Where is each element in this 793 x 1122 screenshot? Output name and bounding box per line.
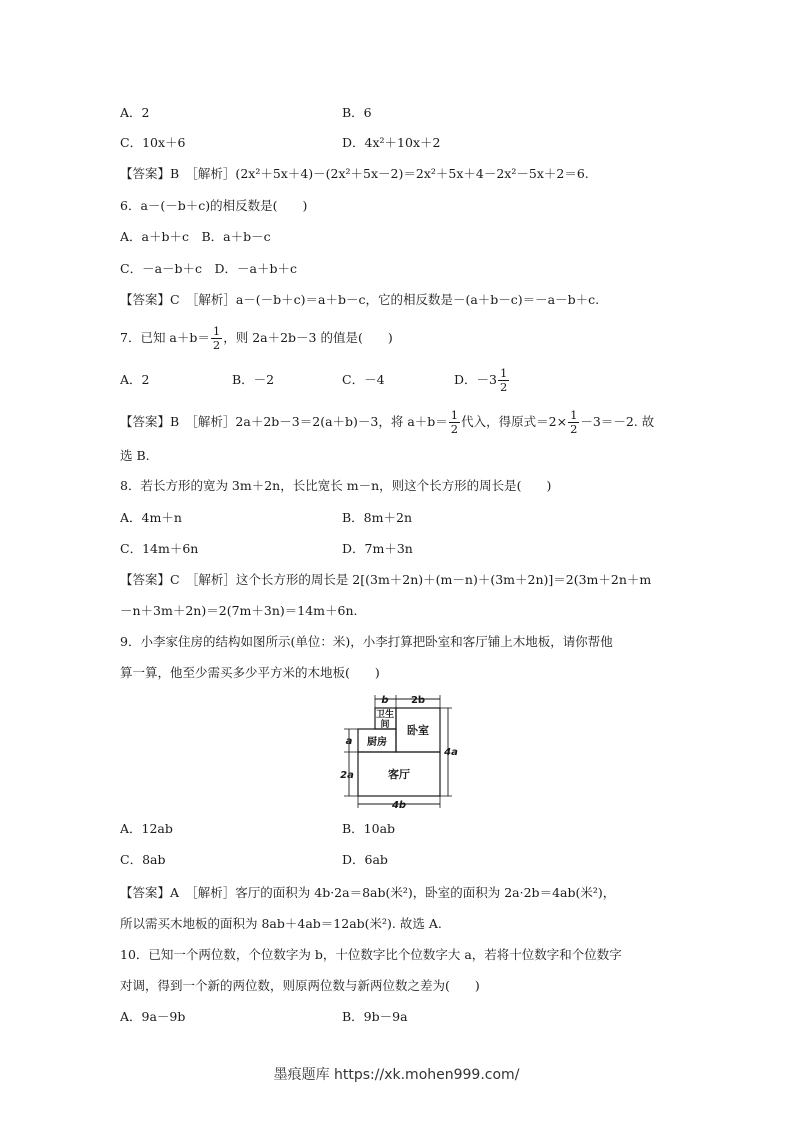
fig-label-2b: 2b bbox=[410, 695, 426, 706]
fig-label-4a: 4a bbox=[444, 747, 458, 758]
q10-stem-line2: 对调，得到一个新的两位数，则原两位数与新两位数之差为( ) bbox=[120, 978, 480, 993]
q10-option-a: A．9a－9b bbox=[120, 1009, 186, 1024]
q5-option-b: B．6 bbox=[342, 105, 372, 120]
q7-answer-line2: 选 B. bbox=[120, 448, 150, 463]
q8-option-c: C．14m＋6n bbox=[120, 541, 199, 556]
q7-fraction-den: 2 bbox=[212, 338, 221, 352]
q7-option-c: C．－4 bbox=[342, 372, 385, 387]
q6-options-cd: C．－a－b＋c D．－a＋b＋c bbox=[120, 261, 297, 276]
q8-options-row1 bbox=[120, 507, 412, 529]
q9-option-d: D．6ab bbox=[342, 852, 388, 867]
fig-label-4b: 4b bbox=[391, 800, 407, 811]
fig-label-2a: 2a bbox=[340, 770, 354, 781]
q5-answer: 【答案】B ［解析］(2x²＋5x＋4)－(2x²＋5x－2)＝2x²＋5x＋4－2x²－5x＋2＝6. bbox=[120, 166, 589, 181]
q8-options-row2 bbox=[120, 538, 413, 560]
q5-option-a: A．2 bbox=[120, 105, 150, 120]
q8-option-d: D．7m＋3n bbox=[342, 541, 413, 556]
fig-label-bathroom1: 卫生 bbox=[375, 710, 395, 720]
q6-stem: 6．a－(－b＋c)的相反数是( ) bbox=[120, 198, 308, 213]
q7-option-b: B．－2 bbox=[232, 372, 275, 387]
q9-answer-line1: 【答案】A ［解析］客厅的面积为 4b·2a＝8ab(米²)，卧室的面积为 2a·2b＝4ab(米²)， bbox=[120, 885, 616, 900]
q9-option-a: A．12ab bbox=[120, 821, 173, 836]
q9-option-c: C．8ab bbox=[120, 852, 166, 867]
fig-label-a: a bbox=[345, 736, 353, 747]
q5-options-row1 bbox=[120, 102, 372, 124]
q8-answer-line2: －n＋3m＋2n)＝2(7m＋3n)＝14m＋6n. bbox=[120, 603, 358, 618]
q6-options-ab: A．a＋b＋c B．a＋b－c bbox=[120, 229, 271, 244]
fig-label-living: 客厅 bbox=[388, 768, 410, 781]
fig-label-b: b bbox=[381, 695, 389, 706]
q7-fraction-num: 1 bbox=[212, 324, 221, 338]
q7-stem-post: ，则 2a＋2b－3 的值是( ) bbox=[223, 330, 393, 345]
q9-answer-line2: 所以需买木地板的面积为 8ab＋4ab＝12ab(米²). 故选 A. bbox=[120, 916, 442, 931]
page-footer-watermark: 墨痕题库 https://xk.mohen999.com/ bbox=[273, 1067, 520, 1083]
q9-options-row1 bbox=[120, 818, 396, 840]
q7-answer: 【答案】B ［解析］2a＋2b－3＝2(a＋b)－3，将 a＋b＝ $\frac{1}{2}$ 代入，得原式＝2× $\frac{1}{2}$ －3＝－2. 故 bbox=[120, 408, 655, 436]
q7-option-d: D．－3 $\frac{1}{2}$ bbox=[454, 366, 508, 394]
fig-label-kitchen: 厨房 bbox=[367, 737, 387, 748]
q8-answer-line1: 【答案】C ［解析］这个长方形的周长是 2[(3m＋2n)＋(m－n)＋(3m＋2n)]＝2(3m＋2n＋m bbox=[120, 572, 652, 587]
q10-options-row1 bbox=[120, 1006, 408, 1028]
fig-label-bedroom: 卧室 bbox=[407, 724, 429, 737]
q5-option-d: D．4x²＋10x＋2 bbox=[342, 135, 441, 150]
q5-options-row2 bbox=[120, 132, 441, 154]
fig-label-bathroom2: 间 bbox=[380, 720, 390, 730]
q9-option-b: B．10ab bbox=[342, 821, 396, 836]
q8-option-b: B．8m＋2n bbox=[342, 510, 412, 525]
q10-stem-line1: 10．已知一个两位数，个位数字为 b，十位数字比个位数字大 a，若将十位数字和个位数字 bbox=[120, 947, 622, 962]
q7-stem-pre: 7．已知 a＋b＝ bbox=[120, 330, 210, 345]
q6-answer: 【答案】C ［解析］a－(－b＋c)＝a＋b－c，它的相反数是－(a＋b－c)＝－a－b＋c. bbox=[120, 292, 600, 307]
q7-fraction bbox=[211, 325, 222, 352]
q8-option-a: A．4m＋n bbox=[120, 510, 182, 525]
q9-stem-line2: 算一算，他至少需买多少平方米的木地板( ) bbox=[120, 665, 380, 680]
q9-stem-line1: 9．小李家住房的结构如图所示(单位：米)，小李打算把卧室和客厅铺上木地板，请你帮他 bbox=[120, 634, 613, 649]
q10-option-b: B．9b－9a bbox=[342, 1009, 408, 1024]
q7-option-a: A．2 bbox=[120, 372, 150, 387]
q8-stem: 8．若长方形的宽为 3m＋2n，长比宽长 m－n，则这个长方形的周长是( ) bbox=[120, 478, 552, 493]
q9-floorplan-figure bbox=[338, 692, 468, 814]
q7-options bbox=[120, 362, 508, 398]
q5-option-c: C．10x＋6 bbox=[120, 135, 186, 150]
q7-stem bbox=[120, 320, 393, 356]
q9-options-row2 bbox=[120, 849, 388, 871]
